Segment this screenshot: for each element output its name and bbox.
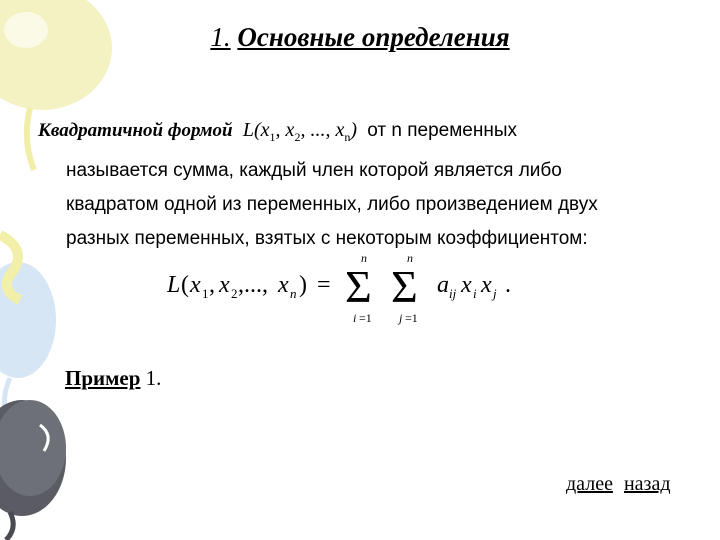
svg-text:x: x [278, 272, 289, 298]
svg-text:i: i [473, 286, 477, 301]
svg-text:x: x [219, 272, 230, 298]
svg-text:(: ( [181, 272, 189, 298]
svg-text:Σ: Σ [345, 261, 372, 312]
svg-text:j: j [399, 311, 403, 325]
slide-title [0, 22, 720, 53]
svg-text:Σ: Σ [391, 261, 418, 312]
svg-text:L: L [167, 272, 181, 298]
next-link[interactable]: далее [566, 473, 613, 495]
svg-text:n: n [407, 251, 413, 265]
dark-balloon-icon [0, 400, 66, 540]
definition-line-3: квадратом одной из переменных, либо произведением двух [66, 194, 598, 215]
svg-text:1: 1 [202, 286, 209, 301]
example-link[interactable]: Пример [65, 366, 141, 390]
svg-text:a: a [437, 272, 449, 298]
svg-text:j: j [493, 286, 497, 301]
svg-text:i: i [353, 311, 357, 325]
inline-expression: $L(x_1$, $x_2$, ..., $x_n$) [237, 119, 362, 144]
svg-text:x: x [461, 272, 472, 298]
definition-line-1 [38, 113, 688, 154]
quadratic-form-formula [165, 250, 545, 326]
navigation-links [560, 473, 671, 496]
definition-line-1-rest: от n переменных [367, 120, 518, 141]
svg-text:ij: ij [449, 286, 457, 301]
svg-text:x: x [481, 272, 492, 298]
title-text: Основные определения [237, 22, 510, 52]
defined-term: Квадратичной формой [38, 120, 233, 141]
svg-text:x: x [190, 272, 201, 298]
title-number: 1. [210, 22, 231, 52]
svg-text:,...,: ,..., [238, 272, 268, 298]
svg-text:n: n [290, 286, 297, 301]
example-number: 1. [145, 366, 162, 390]
svg-text:=1: =1 [359, 311, 372, 325]
definition-line-2: называется сумма, каждый член которой является либо [66, 160, 562, 181]
back-link[interactable]: назад [623, 473, 671, 495]
svg-text:,: , [209, 272, 215, 298]
svg-text:=1: =1 [405, 311, 418, 325]
definition-line-4: разных переменных, взятых с некоторым коэффициентом: [66, 228, 588, 249]
svg-text:.: . [505, 272, 511, 298]
svg-text:n: n [361, 251, 367, 265]
svg-text:=: = [317, 272, 331, 298]
svg-text:): ) [299, 272, 307, 298]
svg-text:2: 2 [231, 286, 238, 301]
definition-paragraph [38, 113, 688, 256]
example-caption [65, 366, 161, 391]
